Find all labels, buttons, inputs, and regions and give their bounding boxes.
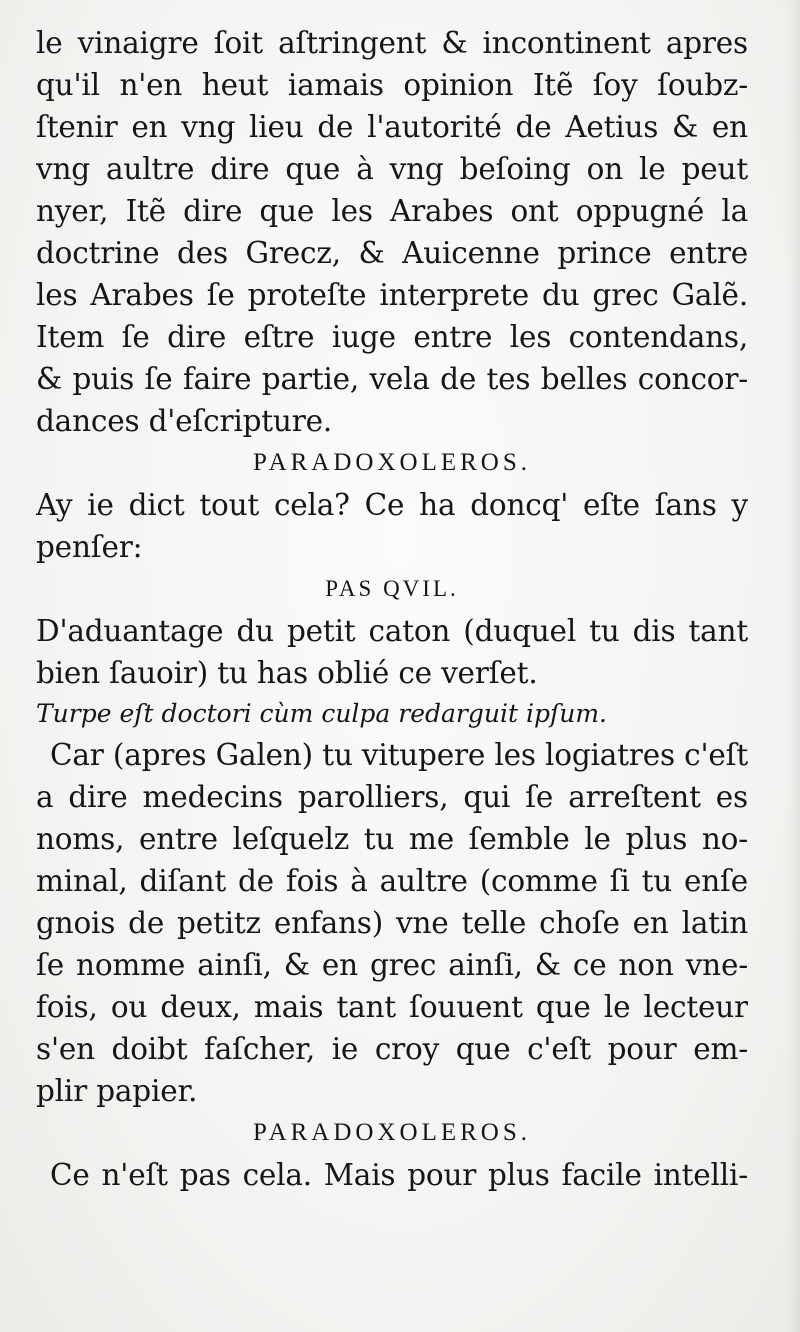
text-line: nyer, Itẽ dire que les Arabes ont oppugné la — [36, 194, 748, 228]
text-line: gnois de petitz enfans) vne telle choſe en latin — [36, 906, 748, 940]
text-line: qu'il n'en heut iamais opinion Itẽ ſoy ſoubz- — [36, 68, 748, 102]
page-edge-shadow — [786, 0, 800, 1332]
speaker-heading: PARADOXOLEROS. — [252, 449, 532, 476]
speaker-heading: PARADOXOLEROS. — [252, 1119, 532, 1146]
text-line: vng aultre dire que à vng beſoing on le peut — [36, 152, 748, 186]
text-line: s'en doibt faſcher, ie croy que c'eſt pour em- — [36, 1032, 748, 1066]
text-line: penſer: — [36, 530, 143, 564]
text-line: plir papier. — [36, 1074, 198, 1108]
text-line: bien ſauoir) tu has oblié ce verſet. — [36, 656, 538, 690]
text-line: Ce n'eſt pas cela. Mais pour plus facile intelli- — [50, 1158, 748, 1192]
text-line: ſtenir en vng lieu de l'autorité de Aetius & en — [36, 110, 748, 144]
text-line: Item ſe dire eſtre iuge entre les contendans, — [36, 320, 748, 354]
text-line: & puis ſe faire partie, vela de tes belles concor- — [36, 362, 748, 396]
text-line: le vinaigre ſoit aſtringent & incontinent apres — [36, 26, 748, 60]
text-line: doctrine des Grecz, & Auicenne prince entre — [36, 236, 748, 270]
speaker-heading: PAS QVIL. — [325, 576, 459, 601]
text-block — [36, 22, 748, 1196]
text-line: dances d'eſcripture. — [36, 404, 333, 438]
latin-quote: Turpe eſt doctori cùm culpa redarguit ipſum. — [36, 699, 607, 728]
text-line: ſe nomme ainſi, & en grec ainſi, & ce non vne- — [36, 948, 748, 982]
text-line: fois, ou deux, mais tant ſouuent que le lecteur — [36, 990, 748, 1024]
text-line: minal, diſant de fois à aultre (comme ſi tu enſe — [36, 864, 748, 898]
text-line: Ay ie dict tout cela? Ce ha doncq' eſte ſans y — [36, 488, 748, 522]
text-line: les Arabes ſe proteſte interprete du grec Galẽ. — [36, 278, 748, 312]
text-line: noms, entre leſquelz tu me ſemble le plus no- — [36, 822, 748, 856]
text-line: Car (apres Galen) tu vitupere les logiatres c'eſt — [50, 738, 748, 772]
text-line: D'aduantage du petit caton (duquel tu dis tant — [36, 614, 748, 648]
text-line: a dire medecins parolliers, qui ſe arreſtent es — [36, 780, 748, 814]
